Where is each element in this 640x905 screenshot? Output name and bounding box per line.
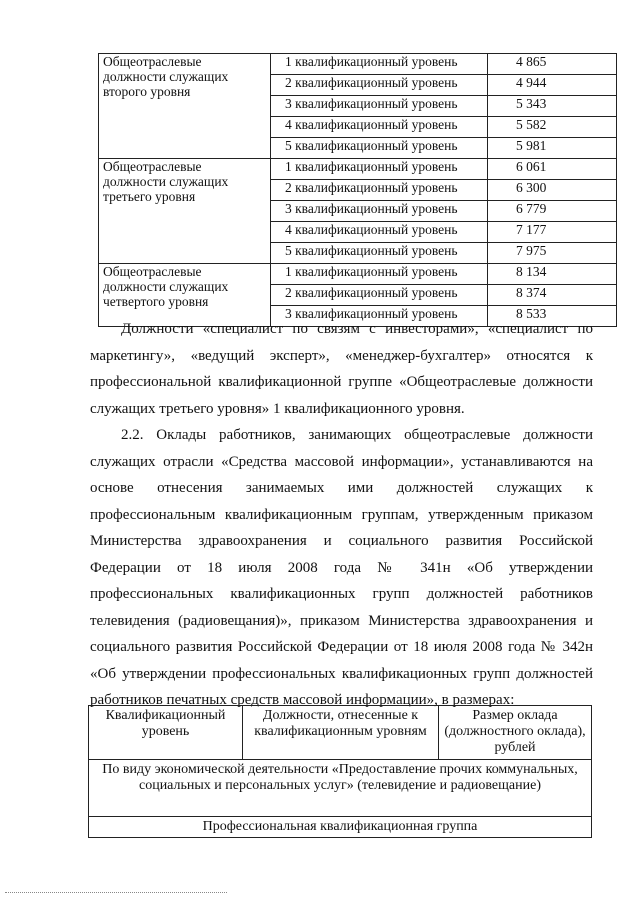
qualification-level-cell: 1 квалификационный уровень [271, 54, 488, 75]
salary-value-cell: 6 779 [488, 201, 617, 222]
salary-value-cell: 8 134 [488, 264, 617, 285]
professional-group-cell: Профессиональная квалификационная группа [89, 817, 592, 838]
salary-value-cell: 4 944 [488, 75, 617, 96]
table-row [99, 54, 617, 75]
salary-value-cell: 6 061 [488, 159, 617, 180]
qualification-level-cell: 3 квалификационный уровень [271, 201, 488, 222]
qualification-level-cell: 4 квалификационный уровень [271, 222, 488, 243]
salary-value-cell: 6 300 [488, 180, 617, 201]
salary-value-cell: 8 533 [488, 306, 617, 327]
header-positions: Должности, отнесенные к квалификационным уровням [243, 706, 439, 760]
qualification-level-cell: 1 квалификационный уровень [271, 264, 488, 285]
salary-value-cell: 4 865 [488, 54, 617, 75]
paragraph-2-2: 2.2. Оклады работников, занимающих общеотраслевые должности служащих отрасли «Средства массовой информации», устанавливаются на основе отнесения занимаемых ими должностей служащих к профессиональным квалификационным группам, утвержденным приказом Министерства здравоохранения и социального развития Российской Федерации от 18 июля 2008 года № 341н «Об утверждении профессиональных квалификационных групп должностей работников телевидения (радиовещания)», приказом Министерства здравоохранения и социального развития Российской Федерации от 18 июля 2008 года № 342н «Об утверждении профессиональных квалификационных групп должностей работников печатных средств массовой информации», в размерах: [90, 427, 593, 708]
table-group-row [89, 817, 592, 838]
paragraph-specialists: Должности «специалист по связям с инвесторами», «специалист по маркетингу», «ведущий эксперт», «менеджер-бухгалтер» относятся к профессиональной квалификационной группе «Общеотраслевые должности служащих третьего уровня» 1 квалификационного уровня. [90, 321, 593, 417]
qualification-level-cell: 3 квалификационный уровень [271, 306, 488, 327]
qualification-level-cell: 3 квалификационный уровень [271, 96, 488, 117]
salary-value-cell: 5 981 [488, 138, 617, 159]
qualification-level-cell: 2 квалификационный уровень [271, 285, 488, 306]
qualification-level-cell: 1 квалификационный уровень [271, 159, 488, 180]
qualification-level-cell: 2 квалификационный уровень [271, 180, 488, 201]
header-qualification-level: Квалификационный уровень [89, 706, 243, 760]
salary-value-cell: 8 374 [488, 285, 617, 306]
qualification-level-cell: 4 квалификационный уровень [271, 117, 488, 138]
salary-value-cell: 5 343 [488, 96, 617, 117]
position-group-name: Общеотраслевые должности служащих четвертого уровня [99, 264, 271, 327]
qualification-level-cell: 5 квалификационный уровень [271, 138, 488, 159]
salary-value-cell: 7 975 [488, 243, 617, 264]
position-group-name: Общеотраслевые должности служащих третьего уровня [99, 159, 271, 264]
scan-border-line [5, 892, 227, 893]
salary-value-cell: 7 177 [488, 222, 617, 243]
table-header-row [89, 706, 592, 760]
header-salary: Размер оклада (должностного оклада), рублей [439, 706, 592, 760]
table-row [99, 159, 617, 180]
position-group-name: Общеотраслевые должности служащих второго уровня [99, 54, 271, 159]
salary-table-top [98, 53, 617, 327]
salary-table-bottom [88, 705, 592, 838]
table-span-row [89, 760, 592, 817]
activity-type-cell: По виду экономической деятельности «Предоставление прочих коммунальных, социальных и персональных услуг» (телевидение и радиовещание) [89, 760, 592, 817]
qualification-level-cell: 5 квалификационный уровень [271, 243, 488, 264]
qualification-level-cell: 2 квалификационный уровень [271, 75, 488, 96]
salary-value-cell: 5 582 [488, 117, 617, 138]
table-row [99, 264, 617, 285]
